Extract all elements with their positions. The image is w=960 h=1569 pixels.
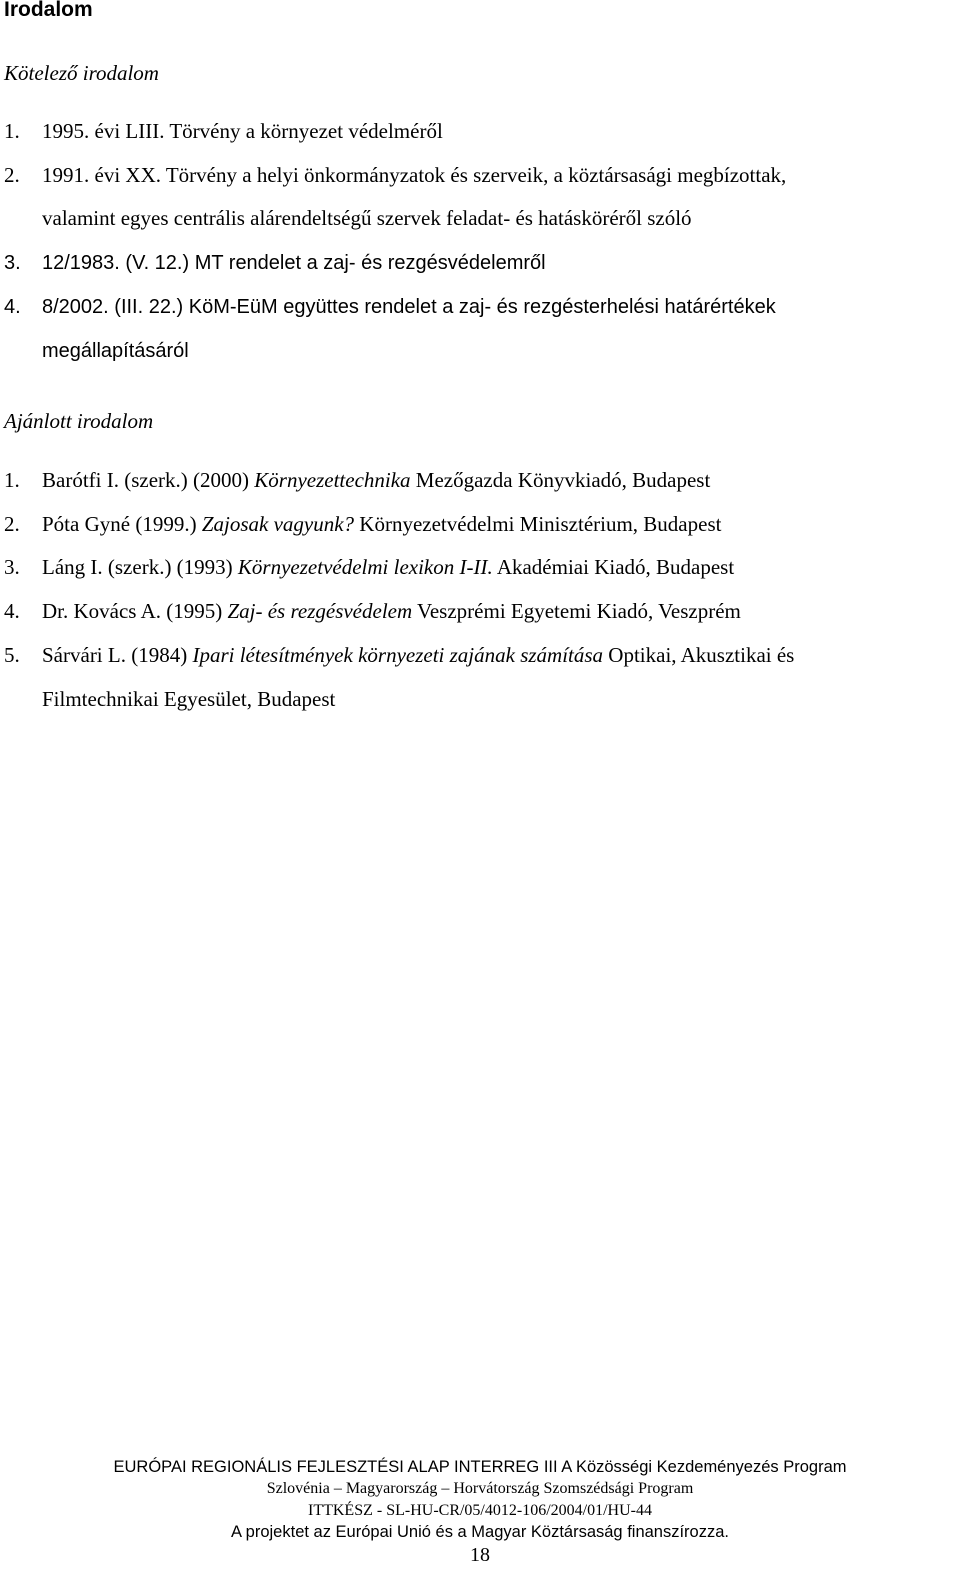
page-number: 18 [470,1544,490,1566]
footer-funding-note: A projektet az Európai Unió és a Magyar Köztársaság finanszírozza. [230,1523,729,1541]
list-item: 4. 8/2002. (III. 22.) KöM-EüM együttes rendelet a zaj- és rezgésterhelési határértékek [4,296,776,318]
footer-neighbourhood-line: Szlovénia – Magyarország – Horvátország Szomszédsági Program [266,1480,694,1497]
footer-program-line: EURÓPAI REGIONÁLIS FEJLESZTÉSI ALAP INTERREG III A Közösségi Kezdeményezés Program [113,1458,847,1476]
list-item-continuation: valamint egyes centrális alárendeltségű szervek feladat- és hatásköréről szóló [42,206,692,230]
list-item: 2. 1991. évi XX. Törvény a helyi önkormányzatok és szerveik, a köztársasági megbízottak, [4,163,787,187]
list-item: 5. Sárvári L. (1984) Ipari létesítmények környezeti zajának számítása Optikai, Akusztikai és [4,643,795,667]
list-item: 4. Dr. Kovács A. (1995) Zaj- és rezgésvédelem Veszprémi Egyetemi Kiadó, Veszprém [4,599,741,623]
list-item: 1. 1995. évi LIII. Törvény a környezet védelméről [4,119,443,143]
list-item: 3. Láng I. (szerk.) (1993) Környezetvédelmi lexikon I-II. Akadémiai Kiadó, Budapest [4,555,735,579]
mandatory-reading-title: Kötelező irodalom [4,61,159,85]
list-item: 1. Barótfi I. (szerk.) (2000) Környezettechnika Mezőgazda Könyvkiadó, Budapest [4,468,711,492]
list-item-continuation: megállapításáról [42,340,189,362]
page-heading: Irodalom [4,0,93,21]
footer-project-code: ITTKÉSZ - SL-HU-CR/05/4012-106/2004/01/HU-44 [308,1502,652,1519]
list-item: 3. 12/1983. (V. 12.) MT rendelet a zaj- és rezgésvédelemről [4,252,546,274]
list-item: 2. Póta Gyné (1999.) Zajosak vagyunk? Környezetvédelmi Minisztérium, Budapest [4,512,722,536]
list-item-continuation: Filmtechnikai Egyesület, Budapest [42,687,336,711]
recommended-reading-title: Ajánlott irodalom [4,409,154,433]
